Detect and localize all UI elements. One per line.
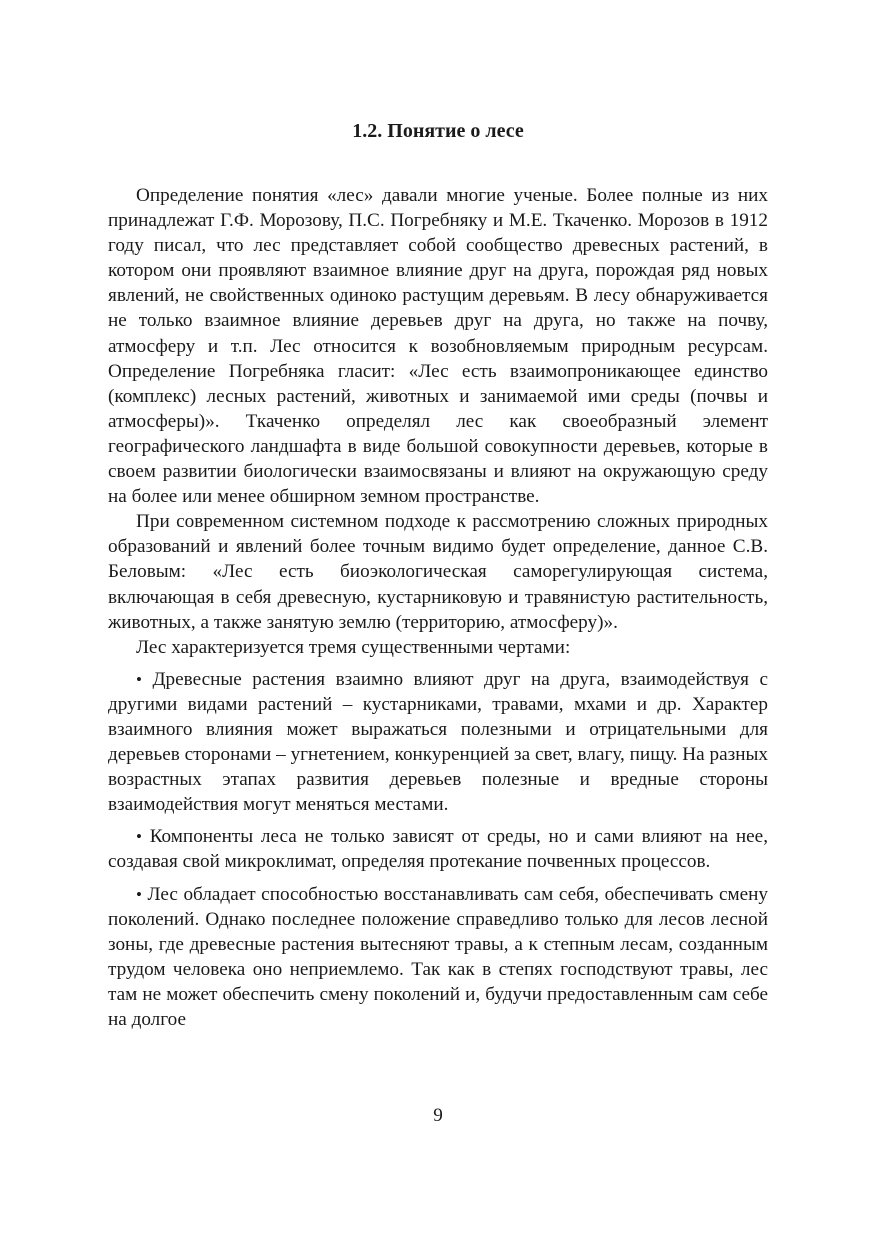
section-title: 1.2. Понятие о лесе — [352, 120, 524, 142]
bullet-text: Древесные растения взаимно влияют друг на друга, взаимодействуя с другими видами растений – кустарниками, травами, мхами и др. Характер взаимного влияния может выражаться полезными и отрицательными для деревьев сторонами – угнетением, конкуренцией за свет, влагу, пищу. На разных возрастных этапах развития деревьев полезные и вредные стороны взаимодействия могут меняться местами. — [108, 668, 768, 816]
bullet-icon: • — [136, 669, 142, 689]
paragraph-features-intro: Лес характеризуется тремя существенными чертами: — [136, 636, 571, 658]
bullet-icon: • — [136, 827, 142, 847]
bullet-item — [108, 824, 768, 874]
bullet-text: Лес обладает способностью восстанавливать сам себя, обеспечивать смену поколений. Однако последнее положение справедливо только для лесов лесной зоны, где древесные растения вытесняют травы, а к степным лесам, созданным трудом человека оно неприемлемо. Так как в степях господствуют травы, лес там не может обеспечить смену поколений и, будучи предоставленным сам себе на долгое — [108, 883, 768, 1030]
paragraph-definitions: Определение понятия «лес» давали многие ученые. Более полные из них принадлежат Г.Ф. Морозову, П.С. Погребняку и М.Е. Ткаченко. Морозов в 1912 году писал, что лес представляет собой сообщество древесных растений, в котором они проявляют взаимное влияние друг на друга, порождая ряд новых явлений, не свойственных одиноко растущим деревьям. В лесу обнаруживается не только взаимное влияние деревьев друг на друга, но также на почву, атмосферу и т.п. Лес относится к возобновляемым природным ресурсам. Определение Погребняка гласит: «Лес есть взаимопроникающее единство (комплекс) лесных растений, животных и занимаемой ими среды (почвы и атмосферы)». Ткаченко определял лес как своеобразный элемент географического ландшафта в виде большой совокупности деревьев, которые в своем развитии биологически взаимосвязаны и влияют на окружающую среду на более или менее обширном земном пространстве. — [108, 185, 768, 508]
page-body — [108, 118, 768, 1032]
page-number: 9 — [433, 1105, 443, 1126]
bullet-text: Компоненты леса не только зависят от среды, но и сами влияют на нее, создавая свой микроклимат, определяя протекание почвенных процессов. — [108, 826, 768, 873]
paragraph-systems-approach: При современном системном подходе к рассмотрению сложных природных образований и явлений более точным видимо будет определение, данное С.В. Беловым: «Лес есть биоэкологическая саморегулирующая система, включающая в себя древесную, кустарниковую и травянистую растительность, животных, а также занятую землю (территорию, атмосферу)». — [108, 511, 768, 633]
bullet-item — [108, 882, 768, 1033]
bullet-icon: • — [136, 884, 142, 904]
bullet-item — [108, 667, 768, 818]
